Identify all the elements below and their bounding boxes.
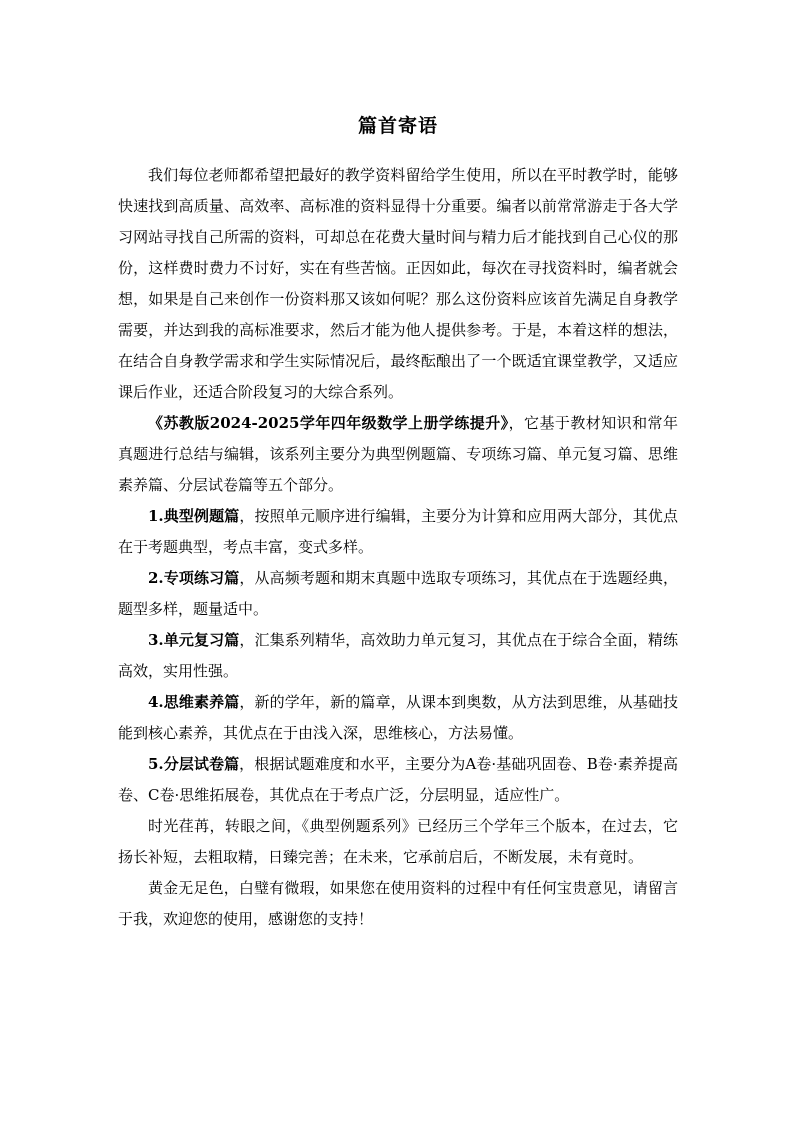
section-heading: 4.思维素养篇 xyxy=(148,693,240,711)
paragraph-text: 我们每位老师都希望把最好的教学资料留给学生使用，所以在平时教学时，能够快速找到高质量、高效率、高标准的资料显得十分重要。编者以前常常游走于各大学习网站寻找自己所需的资料，可却总在花费大量时间与精力后才能找到自己心仪的那份，这样费时费力不讨好，实在有些苦恼。正因如此，每次在寻找资料时，编者就会想，如果是自己来创作一份资料那又该如何呢？那么这份资料应该首先满足自身教学需要，并达到我的高标准要求，然后才能为他人提供参考。于是，本着这样的想法，在结合自身教学需求和学生实际情况后，最终酝酿出了一个既适宜课堂教学，又适应课后作业，还适合阶段复习的大综合系列。 xyxy=(118,166,678,401)
paragraph-series-overview xyxy=(118,408,678,501)
paragraph-closing xyxy=(118,873,678,935)
section-heading: 1.典型例题篇 xyxy=(148,507,240,525)
paragraph-text: ，从高频考题和期末真题中选取专项练习，其优点在于选题经典，题型多样，题量适中。 xyxy=(118,569,678,618)
page-title: 篇首寄语 xyxy=(357,115,438,137)
paragraph-intro xyxy=(118,160,678,408)
paragraph-section-5 xyxy=(118,749,678,811)
paragraph-text: ，根据试题难度和水平，主要分为A卷·基础巩固卷、B卷·素养提高卷、C卷·思维拓展卷，其优点在于考点广泛，分层明显，适应性广。 xyxy=(118,755,678,804)
book-title: 《苏教版2024-2025学年四年级数学上册学练提升》 xyxy=(148,414,509,432)
section-heading: 5.分层试卷篇 xyxy=(148,755,240,773)
paragraph-text: ，它基于教材知识和常年真题进行总结与编辑，该系列主要分为典型例题篇、专项练习篇、单元复习篇、思维素养篇、分层试卷篇等五个部分。 xyxy=(118,414,678,494)
paragraph-text: ，新的学年，新的篇章，从课本到奥数，从方法到思维，从基础技能到核心素养，其优点在于由浅入深，思维核心，方法易懂。 xyxy=(118,693,678,742)
paragraph-text: ，按照单元顺序进行编辑，主要分为计算和应用两大部分，其优点在于考题典型，考点丰富，变式多样。 xyxy=(118,507,678,556)
section-heading: 2.专项练习篇 xyxy=(148,569,240,587)
section-heading: 3.单元复习篇 xyxy=(148,631,240,649)
document-page xyxy=(118,108,678,935)
paragraph-text: ，汇集系列精华，高效助力单元复习，其优点在于综合全面，精练高效，实用性强。 xyxy=(118,631,678,680)
paragraph-text: 黄金无足色，白璧有微瑕，如果您在使用资料的过程中有任何宝贵意见，请留言于我，欢迎您的使用，感谢您的支持！ xyxy=(118,879,678,928)
paragraph-section-1 xyxy=(118,501,678,563)
paragraph-history xyxy=(118,811,678,873)
paragraph-text: 时光荏苒，转眼之间，《典型例题系列》已经历三个学年三个版本，在过去，它扬长补短，去粗取精，日臻完善；在未来，它承前启后，不断发展，未有竟时。 xyxy=(118,817,678,866)
paragraph-section-4 xyxy=(118,687,678,749)
paragraph-section-2 xyxy=(118,563,678,625)
paragraph-section-3 xyxy=(118,625,678,687)
